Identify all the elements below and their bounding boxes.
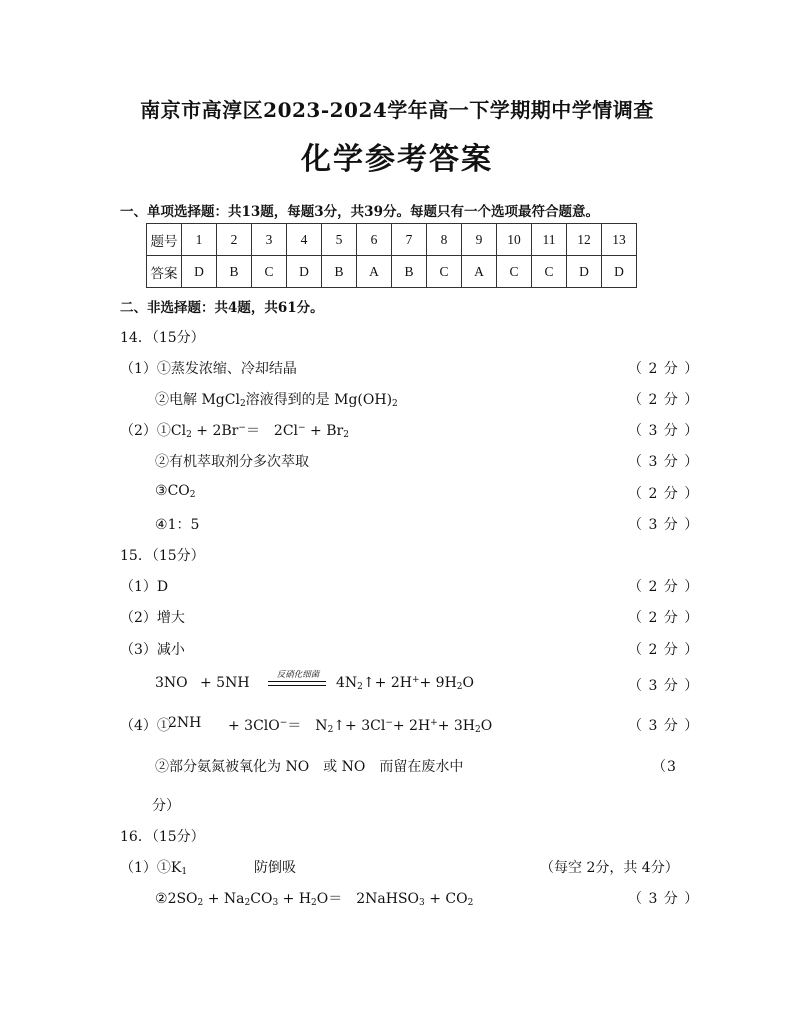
question-number: 7: [392, 224, 427, 256]
q14-l5-score: （ 2 分 ）: [628, 486, 700, 502]
q15-title: 15．（15分）: [120, 548, 205, 564]
q14-l4-score: （ 3 分 ）: [628, 454, 700, 470]
answer-cell: C: [252, 256, 287, 288]
q15-l4-sup1: −: [279, 718, 288, 728]
answer-table: [146, 223, 637, 288]
table-row-answers: [147, 256, 637, 288]
q15-l4-score: （ 3 分 ）: [628, 718, 700, 734]
question-number: 10: [497, 224, 532, 256]
answer-cell: B: [322, 256, 357, 288]
q15-l4-f: + 3H: [437, 718, 475, 734]
q14-l5-a: CO: [167, 483, 190, 499]
answer-cell: C: [497, 256, 532, 288]
q15-l3-score: （ 2 分 ）: [628, 642, 700, 658]
answer-cell: C: [532, 256, 567, 288]
q15-eq-score: （ 3 分 ）: [628, 678, 700, 694]
q16-l2-d: + H: [278, 891, 312, 907]
document-title: 南京市高淳区2023-2024学年高一下学期期中学情调查: [140, 98, 654, 122]
q16-title: 16．（15分）: [120, 829, 205, 845]
q15-l5-text: 部分氨氮被氧化为 NO 或 NO 而留在废水中: [169, 759, 464, 775]
section2-heading: 二、非选择题：共4题，共61分。: [120, 300, 324, 316]
q14-line4: [155, 451, 309, 471]
q14-l1-text: 蒸发浓缩、冷却结晶: [170, 361, 297, 377]
q15-l4-e: + 2H: [392, 718, 431, 734]
q14-title: 14．（15分）: [120, 330, 205, 346]
q16-l2-sub3: 3: [272, 898, 279, 908]
q16-l2-score: （ 3 分 ）: [628, 891, 700, 907]
q16-l2-sub4: 2: [311, 898, 317, 908]
answer-cell: B: [392, 256, 427, 288]
table-row-questions: [147, 224, 637, 256]
q14-l3-c: ＝ 2Cl: [245, 423, 299, 439]
q16-l1-score: （每空 2分，共 4分）: [540, 860, 679, 876]
q15-line4-prefix: （4）①: [120, 718, 171, 734]
q15-l5-score-b: 分）: [152, 798, 180, 814]
q14-l6-prefix: ④: [155, 517, 168, 533]
q16-l2-sub2: 2: [244, 898, 251, 908]
q16-line2: [155, 888, 473, 908]
answer-cell: D: [602, 256, 637, 288]
q14-l3-a: Cl: [170, 423, 187, 439]
answer-cell: B: [217, 256, 252, 288]
q15-eq-r-c: + 9H: [419, 675, 457, 691]
row-label-answer: 答案: [147, 256, 182, 288]
q15-line3: [120, 639, 185, 659]
q16-l1-sub: 1: [181, 867, 188, 877]
q14-l2-score: （ 2 分 ）: [628, 392, 700, 408]
q15-line1: [120, 576, 168, 596]
answer-cell: D: [182, 256, 217, 288]
q15-l4-sup3: +: [430, 718, 438, 728]
q14-line5: [155, 483, 196, 500]
q15-eq-r-sup: +: [411, 675, 420, 685]
question-number: 13: [602, 224, 637, 256]
q15-line4-eq: [228, 715, 492, 735]
q14-l5-sub: 2: [189, 490, 196, 500]
q15-l2-text: 增大: [156, 610, 185, 626]
q14-l3-d: + Br: [305, 423, 344, 439]
q15-l4-sub1: 2: [327, 725, 334, 735]
question-number: 6: [357, 224, 392, 256]
q14-l4-text: 有机萃取剂分多次萃取: [169, 454, 309, 470]
q16-l2-e: O＝ 2NaHSO: [316, 891, 420, 907]
q16-l2-prefix: ②: [155, 891, 168, 907]
q15-l4-b: + 3ClO: [228, 718, 280, 734]
q14-l4-prefix: ②: [155, 454, 169, 470]
question-number: 4: [287, 224, 322, 256]
q15-line5: [155, 756, 463, 776]
q15-l4-sup2: −: [385, 718, 393, 728]
question-number: 12: [567, 224, 602, 256]
row-label-question: 题号: [147, 224, 182, 256]
answer-cell: C: [427, 256, 462, 288]
question-number: 5: [322, 224, 357, 256]
q14-l3-sub2: 2: [343, 430, 349, 440]
q14-l2-b: 溶液得到的是 Mg(OH): [245, 392, 393, 408]
q16-l1-a: K: [170, 860, 182, 876]
q15-l1-text: D: [156, 579, 169, 595]
q14-line6: [155, 514, 199, 534]
q15-l4-d: ↑+ 3Cl: [333, 718, 386, 734]
q15-eq-condition: 反硝化细菌: [276, 670, 320, 680]
q14-l6-score: （ 3 分 ）: [628, 517, 700, 533]
q16-l2-a: 2SO: [167, 891, 198, 907]
q15-l4-c: ＝ N: [287, 718, 328, 734]
document-subtitle: 化学参考答案: [301, 142, 493, 177]
q15-l5-prefix: ②: [155, 759, 169, 775]
q14-l2-sub: 2: [239, 399, 246, 409]
answer-cell: D: [567, 256, 602, 288]
q16-l2-c: CO: [250, 891, 273, 907]
q15-eq-right: [336, 675, 474, 692]
q15-l4-a: 2NH: [168, 715, 202, 731]
question-number: 1: [182, 224, 217, 256]
q16-l2-sub5: 3: [419, 898, 425, 908]
q15-eq-left-b: + 5NH: [200, 675, 250, 691]
reaction-equals-sign: [268, 681, 326, 686]
question-number: 11: [532, 224, 567, 256]
q14-line3: [120, 420, 349, 440]
q14-l3-score: （ 3 分 ）: [628, 423, 700, 439]
q16-l1-prefix: （1）①: [120, 860, 171, 876]
q16-l2-sub6: 2: [467, 898, 474, 908]
q14-l3-prefix: （2）①: [120, 423, 171, 439]
q14-l2-prefix: ②: [155, 392, 169, 408]
q15-line2: [120, 607, 185, 627]
answer-cell: A: [462, 256, 497, 288]
q15-l1-prefix: （1）: [120, 579, 157, 595]
q15-l2-prefix: （2）: [120, 610, 157, 626]
question-number: 8: [427, 224, 462, 256]
question-number: 9: [462, 224, 497, 256]
section1-heading: 一、单项选择题：共13题，每题3分，共39分。每题只有一个选项最符合题意。: [120, 204, 599, 220]
q15-eq-r-d: O: [462, 675, 474, 691]
q14-l3-sup2: −: [298, 423, 306, 433]
q16-l1-b: 防倒吸: [254, 860, 296, 876]
q15-eq-r-a: 4N: [336, 675, 358, 691]
q14-l5-prefix: ③: [155, 483, 168, 499]
answer-cell: D: [287, 256, 322, 288]
q15-l4-g: O: [480, 718, 493, 734]
answer-cell: A: [357, 256, 392, 288]
q16-line1: [120, 857, 187, 877]
q16-l2-f: + CO: [424, 891, 468, 907]
q15-l2-score: （ 2 分 ）: [628, 610, 700, 626]
q14-line1: [120, 358, 297, 378]
q14-l2-a: 电解 MgCl: [169, 392, 240, 408]
q14-line2: [155, 389, 398, 409]
q15-eq-r-sub2: 2: [456, 682, 463, 692]
q15-eq-left-a: 3NO: [155, 675, 188, 691]
q14-l3-b: + 2Br: [191, 423, 239, 439]
q16-l2-sub1: 2: [197, 898, 204, 908]
q15-l3-text: 减小: [156, 642, 185, 658]
q14-l2-sub2: 2: [392, 399, 398, 409]
q15-l1-score: （ 2 分 ）: [628, 579, 700, 595]
q14-l1-prefix: （1）①: [120, 361, 171, 377]
q14-l1-score: （ 2 分 ）: [628, 361, 700, 377]
q14-l6-text: 1：5: [167, 517, 200, 533]
q14-l3-sub1: 2: [186, 430, 192, 440]
q14-l3-sup1: −: [238, 423, 246, 433]
question-number: 3: [252, 224, 287, 256]
q15-eq-r-b: ↑+ 2H: [362, 675, 412, 691]
q15-l5-score-a: （3: [652, 759, 677, 775]
q16-l2-b: + Na: [203, 891, 245, 907]
q15-l3-prefix: （3）: [120, 642, 157, 658]
q15-eq-r-sub1: 2: [357, 682, 363, 692]
q15-l4-sub2: 2: [475, 725, 481, 735]
question-number: 2: [217, 224, 252, 256]
